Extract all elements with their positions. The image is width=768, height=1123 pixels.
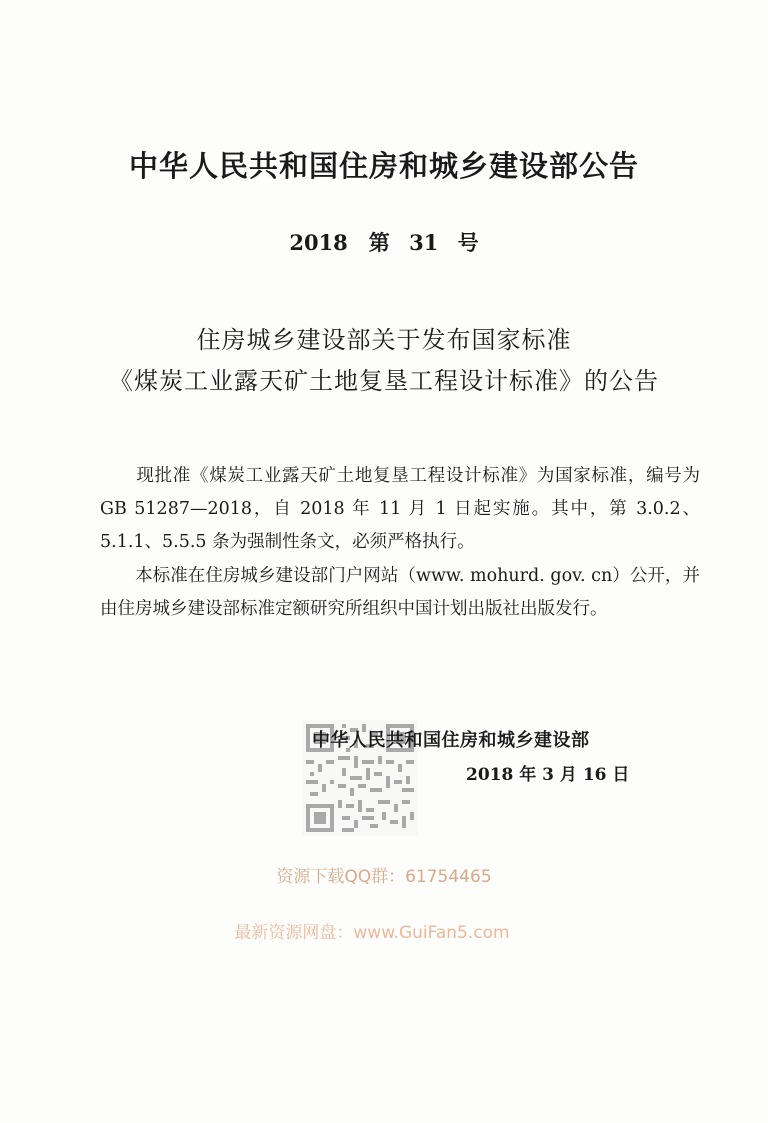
watermark-qq-group: 资源下载QQ群：61754465: [276, 867, 492, 887]
notice-paragraph-approval: 现批准《煤炭工业露天矿土地复垦工程设计标准》为国家标准，编号为 GB 51287—2018，自 2018 年 11 月 1 日起实施。其中，第 3.0.2、5.1.1、5.5.5 条为强制性条文，必须严格执行。: [100, 466, 700, 552]
notice-subtitle-line1: 住房城乡建设部关于发布国家标准: [196, 326, 572, 354]
notice-paragraph-publication: 本标准在住房城乡建设部门户网站（www. mohurd. gov. cn）公开，并由住房城乡建设部标准定额研究所组织中国计划出版社出版发行。: [100, 566, 700, 619]
signature-date: 2018 年 3 月 16 日: [466, 765, 630, 785]
signature-organization: 中华人民共和国住房和城乡建设部: [312, 730, 590, 751]
watermark-website: 最新资源网盘：www.GuiFan5.com: [234, 923, 510, 943]
notice-subtitle-line2: 《煤炭工业露天矿土地复垦工程设计标准》的公告: [109, 367, 659, 395]
notice-title: 中华人民共和国住房和城乡建设部公告: [128, 149, 639, 183]
notice-issue-number: 2018 第 31 号: [289, 230, 479, 255]
